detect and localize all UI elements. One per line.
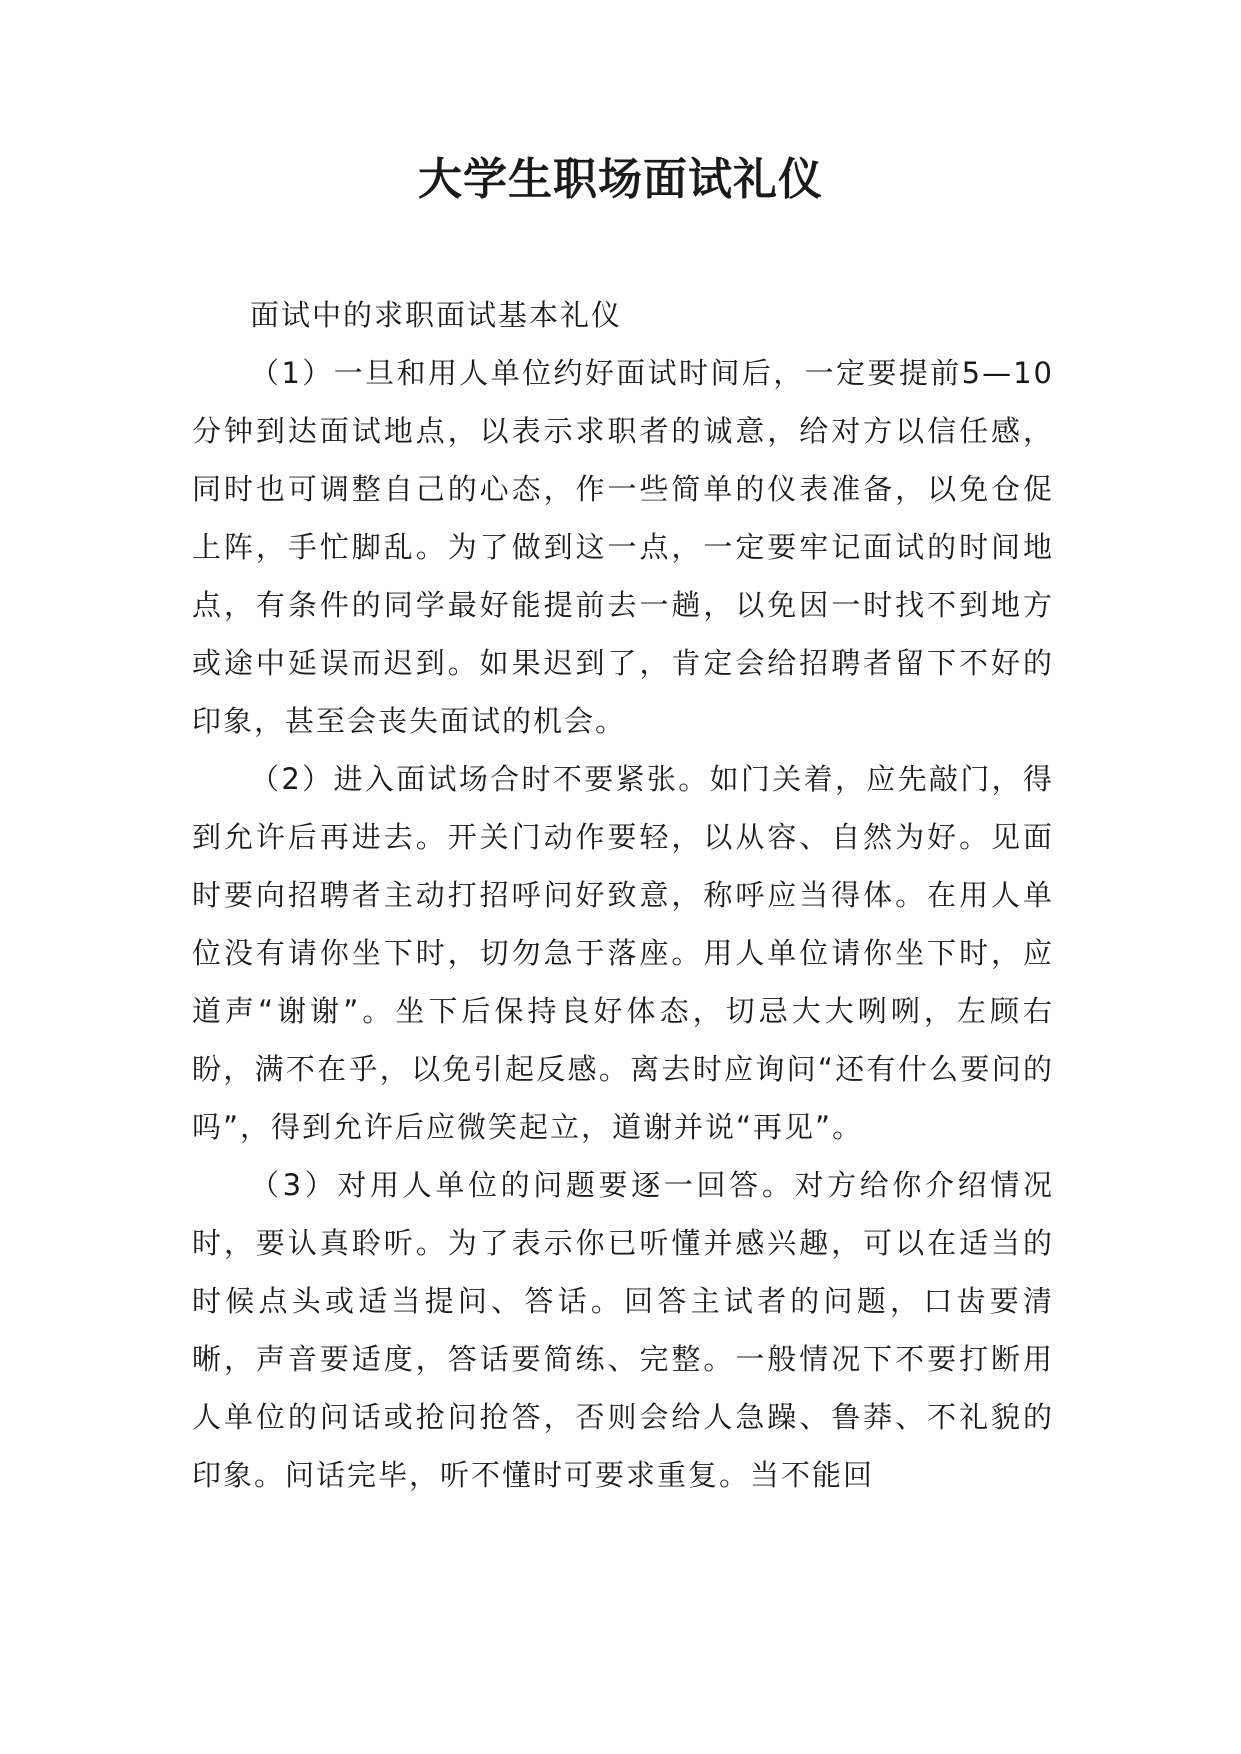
paragraph-3: （3）对用人单位的问题要逐一回答。对方给你介绍情况时，要认真聆听。为了表示你已听懂并感兴趣，可以在适当的时候点头或适当提问、答话。回答主试者的问题，口齿要清晰，声音要适度，答话要简练、完整。一般情况下不要打断用人单位的问话或抢问抢答，否则会给人急躁、鲁莽、不礼貌的印象。问话完毕，听不懂时可要求重复。当不能回: [192, 1168, 1054, 1492]
paragraph-1: （1）一旦和用人单位约好面试时间后，一定要提前5—10分钟到达面试地点，以表示求职者的诚意，给对方以信任感，同时也可调整自己的心态，作一些简单的仪表准备，以免仓促上阵，手忙脚乱。为了做到这一点，一定要牢记面试的时间地点，有条件的同学最好能提前去一趟，以免因一时找不到地方或途中延误而迟到。如果迟到了，肯定会给招聘者留下不好的印象，甚至会丧失面试的机会。: [192, 356, 1054, 738]
paragraph-heading: 面试中的求职面试基本礼仪: [250, 298, 623, 332]
document-body: [192, 286, 1054, 1504]
paragraph-2: （2）进入面试场合时不要紧张。如门关着，应先敲门，得到允许后再进去。开关门动作要轻，以从容、自然为好。见面时要向招聘者主动打招呼问好致意，称呼应当得体。在用人单位没有请你坐下时，切勿急于落座。用人单位请你坐下时，应道声“谢谢”。坐下后保持良好体态，切忌大大咧咧，左顾右盼，满不在乎，以免引起反感。离去时应询问“还有什么要问的吗”，得到允许后应微笑起立，道谢并说“再见”。: [192, 762, 1054, 1144]
document-title: 大学生职场面试礼仪: [418, 154, 823, 205]
